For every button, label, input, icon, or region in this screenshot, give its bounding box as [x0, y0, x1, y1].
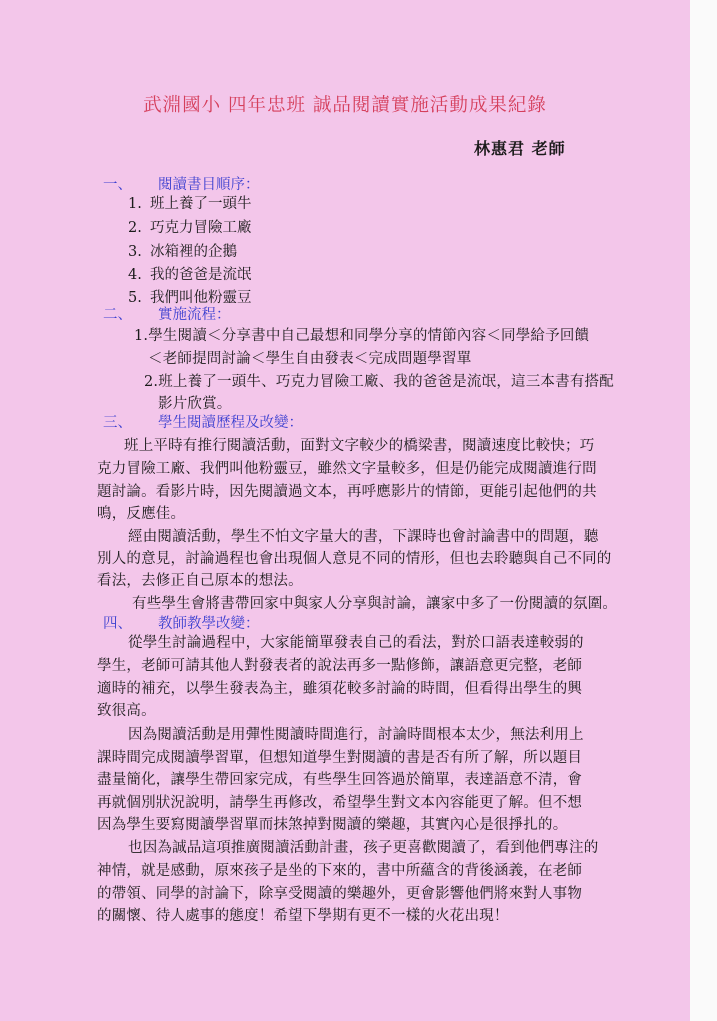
section-number: 四、 [103, 616, 132, 632]
list-item: 1. 班上養了一頭牛 [128, 196, 252, 212]
text-line: 也因為誠品這項推廣閱讀活動計畫，孩子更喜歡閱讀了，看到他們專注的 [128, 840, 599, 856]
text-line: 再就個別狀況說明，請學生再修改，希望學生對文本內容能更了解。但不想 [97, 795, 583, 811]
section-title: 實施流程： [158, 307, 231, 323]
section-title: 閱讀書目順序： [158, 177, 260, 193]
text-line: 因為閱讀活動是用彈性閱讀時間進行，討論時間根本太少，無法利用上 [128, 727, 584, 743]
list-item: 5. 我們叫他粉靈豆 [128, 290, 252, 306]
text-line: 從學生討論過程中，大家能簡單發表自己的看法，對於口語表達較弱的 [128, 635, 584, 651]
text-line: 的帶領、同學的討論下，除享受閱讀的樂趣外，更會影響他們將來對人事物 [97, 886, 583, 902]
section-number: 一、 [103, 177, 132, 193]
text-line: 經由閱讀活動，學生不怕文字量大的書，下課時也會討論書中的問題，聽 [128, 529, 599, 545]
section-number: 二、 [103, 307, 132, 323]
section-title: 學生閱讀歷程及改變： [158, 415, 303, 431]
text-line: ＜老師提問討論＜學生自由發表＜完成問題學習單 [148, 351, 472, 367]
text-line: 神情，就是感動，原來孩子是坐的下來的，書中所蘊含的背後涵義，在老師 [97, 863, 583, 879]
section-number: 三、 [103, 415, 132, 431]
list-item: 2. 巧克力冒險工廠 [128, 220, 252, 236]
scan-margin [690, 0, 717, 1021]
text-line: 盡量簡化，讓學生帶回家完成，有些學生回答過於簡單，表達語意不清，會 [97, 772, 583, 788]
text-line: 致很高。 [97, 703, 156, 719]
text-line: 克力冒險工廠、我們叫他粉靈豆，雖然文字量較多，但是仍能完成閱讀進行問 [97, 461, 597, 477]
text-line: 影片欣賞。 [158, 396, 232, 412]
list-item: 3. 冰箱裡的企鵝 [128, 244, 237, 260]
text-line: 課時間完成閱讀學習單，但想知道學生對閱讀的書是否有所了解，所以題目 [97, 750, 583, 766]
text-line: 因為學生要寫閱讀學習單而抹煞掉對閱讀的樂趣，其實內心是很掙扎的。 [97, 817, 568, 833]
author-name: 林惠君 老師 [474, 139, 566, 158]
text-line: 鳴，反應佳。 [97, 506, 186, 522]
list-item: 4. 我的爸爸是流氓 [128, 267, 252, 283]
document-title: 武淵國小 四年忠班 誠品閱讀實施活動成果紀錄 [143, 95, 547, 116]
text-line: 班上平時有推行閱讀活動，面對文字較少的橋梁書，閱讀速度比較快；巧 [124, 438, 595, 454]
text-line: 別人的意見，討論過程也會出現個人意見不同的情形，但也去聆聽與自己不同的 [97, 551, 612, 567]
text-line: 有些學生會將書帶回家中與家人分享與討論，讓家中多了一份閱讀的氛圍。 [132, 596, 618, 612]
text-line: 的關懷、待人處事的態度！希望下學期有更不一樣的火花出現！ [97, 908, 509, 924]
section-title: 教師教學改變： [158, 616, 260, 632]
text-line: 1.學生閱讀＜分享書中自己最想和同學分享的情節內容＜同學給予回饋 [134, 328, 590, 344]
text-line: 題討論。看影片時，因先閱讀過文本，再呼應影片的情節，更能引起他們的共 [97, 484, 597, 500]
text-line: 看法，去修正自己原本的想法。 [97, 573, 303, 589]
text-line: 2.班上養了一頭牛、巧克力冒險工廠、我的爸爸是流氓，這三本書有搭配 [144, 374, 614, 390]
text-line: 學生，老師可請其他人對發表者的說法再多一點修飾，讓語意更完整，老師 [97, 658, 583, 674]
text-line: 適時的補充，以學生發表為主，雖須花較多討論的時間，但看得出學生的興 [97, 681, 583, 697]
